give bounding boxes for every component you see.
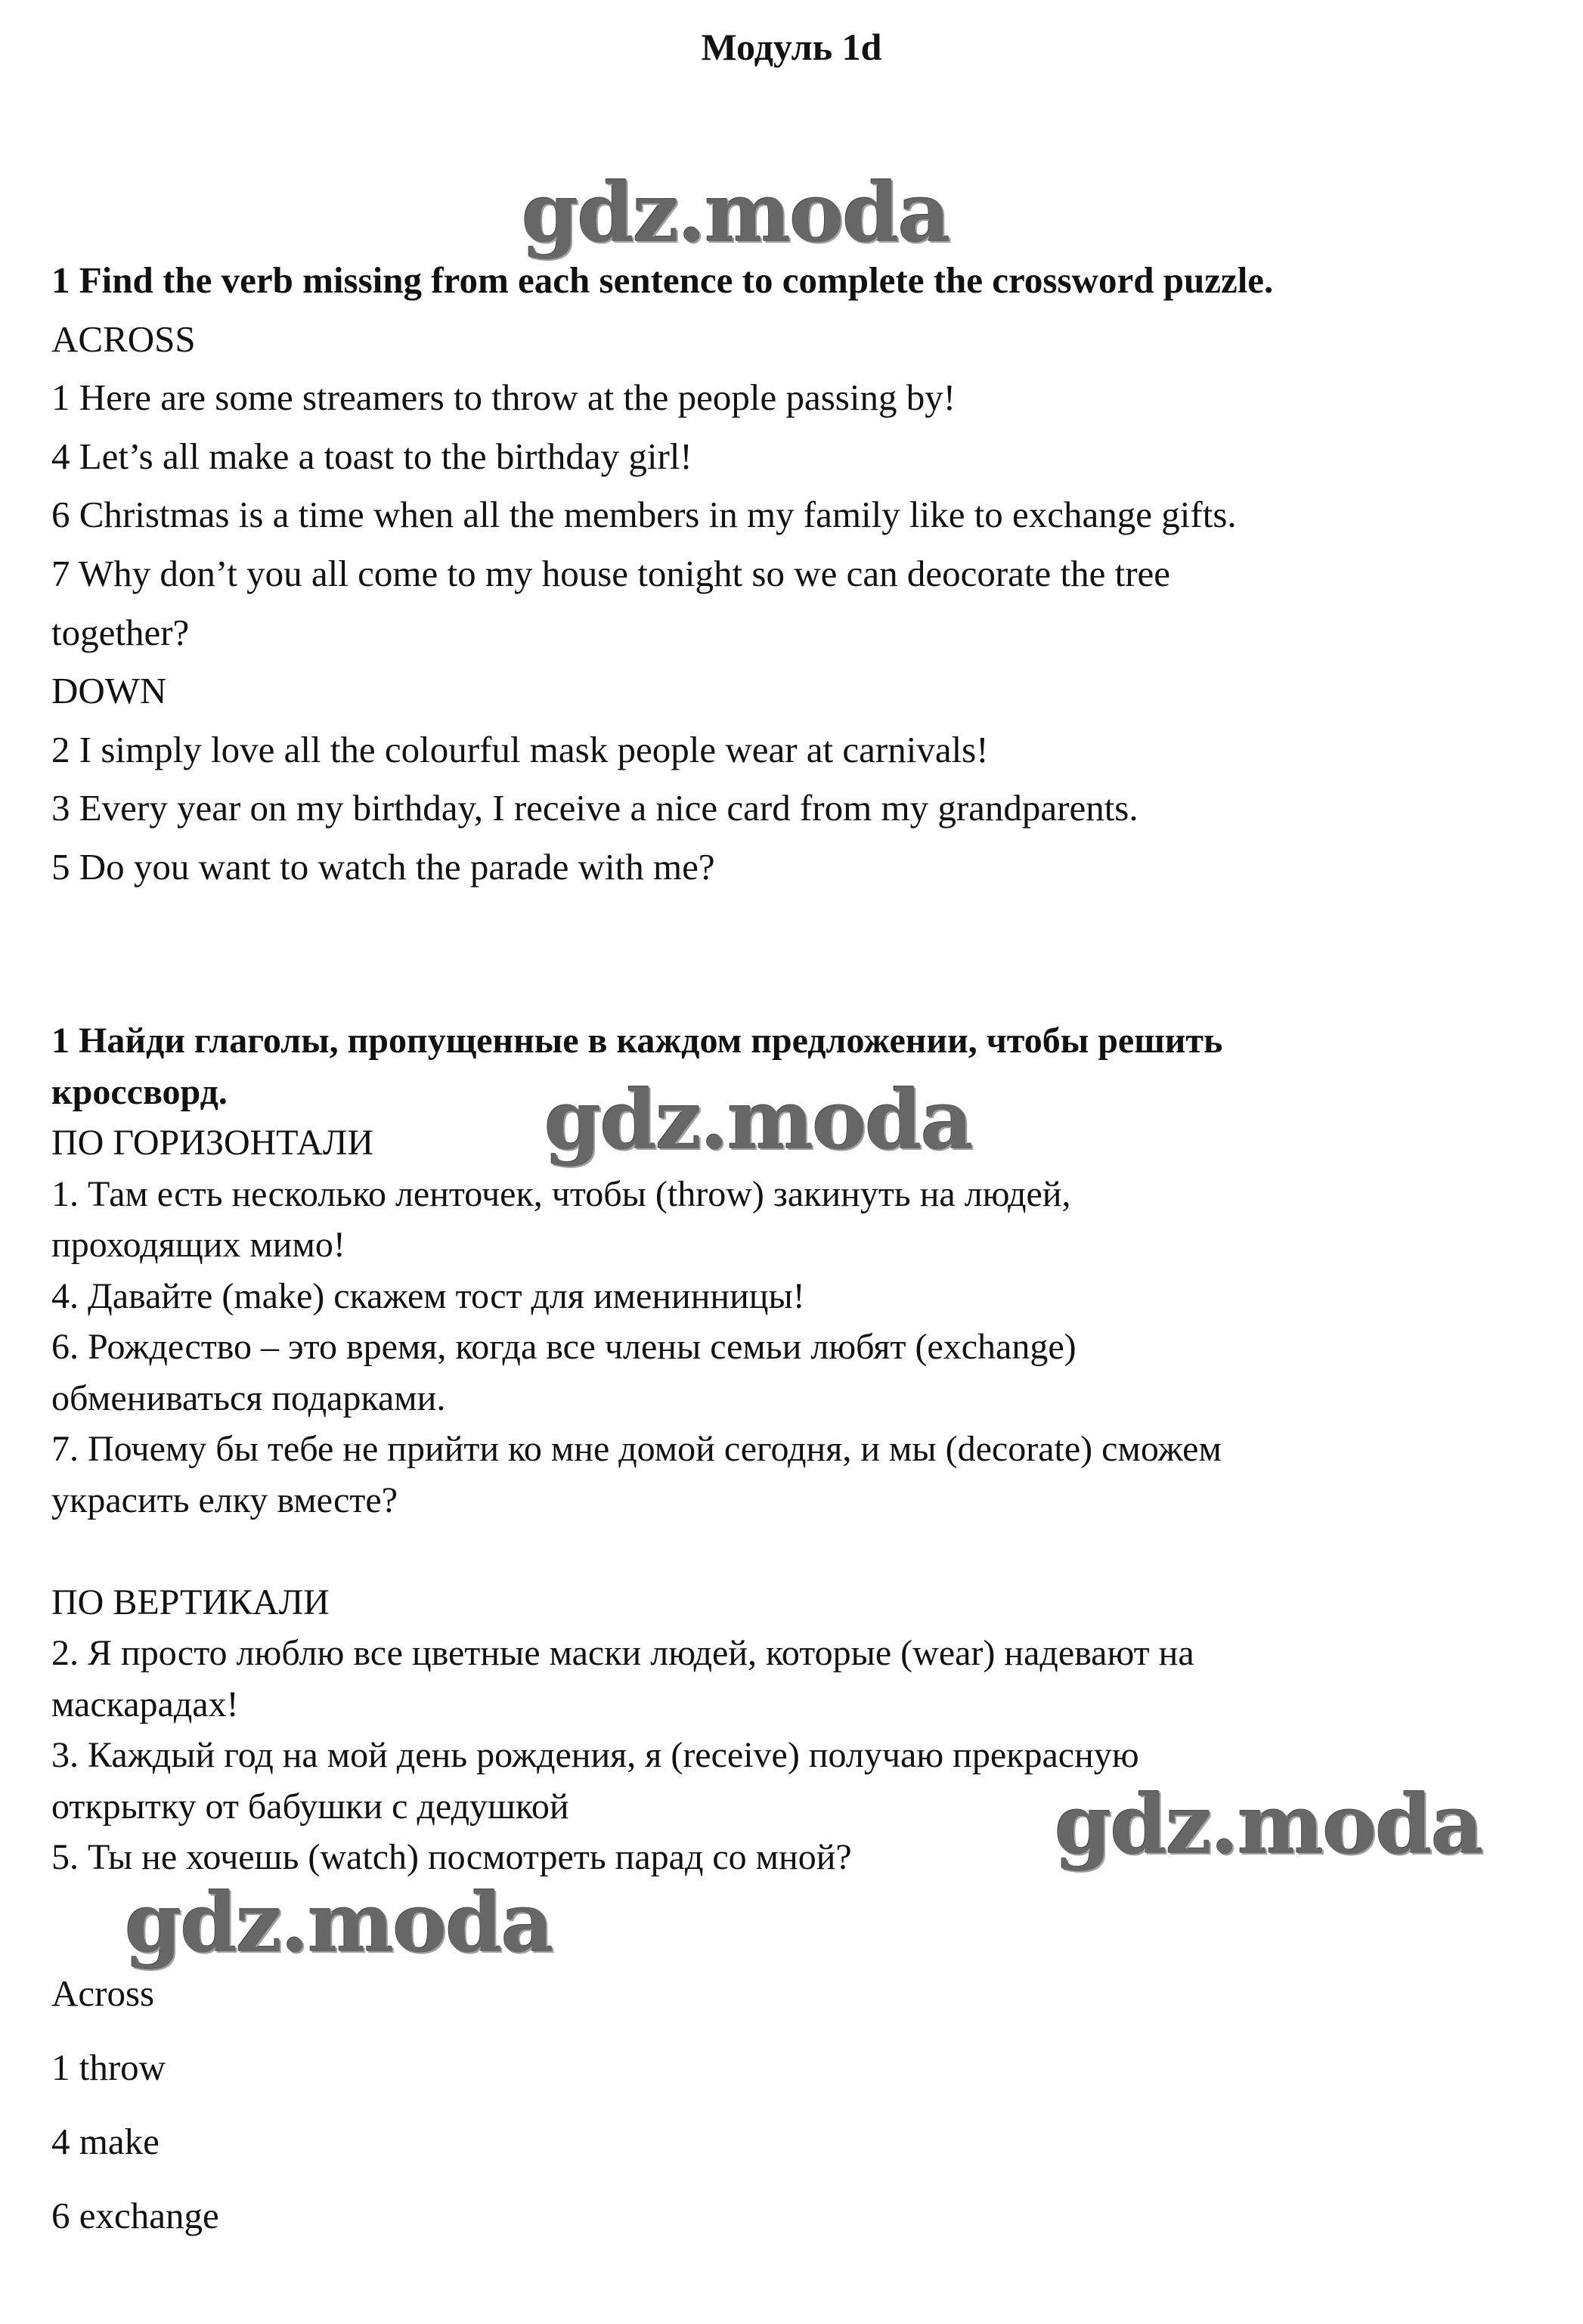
russian-across-item-continued: украсить елку вместе? (51, 1480, 398, 1520)
answer-item: 1 throw (51, 2047, 166, 2088)
blank-line (51, 1526, 1533, 1577)
english-across-item: 6 Christmas is a time when all the members in my family like to exchange gifts. (51, 494, 1237, 536)
russian-heading-line: кроссворд. (51, 1071, 228, 1112)
russian-down-item-continued: маскарадах! (51, 1684, 239, 1724)
english-down-item: 2 I simply love all the colourful mask people wear at carnivals! (51, 728, 989, 770)
russian-down-item: 5. Ты не хочешь (watch) посмотреть парад со мной? (51, 1837, 852, 1877)
english-down-item: 5 Do you want to watch the parade with me? (51, 845, 715, 888)
russian-down-item: 2. Я просто люблю все цветные маски людей, которые (wear) надевают на (51, 1633, 1194, 1673)
russian-down-item-continued: открытку от бабушки с дедушкой (51, 1786, 569, 1827)
russian-down-label: ПО ВЕРТИКАЛИ (51, 1582, 330, 1622)
english-exercise (51, 251, 1533, 897)
russian-across-item-continued: проходящих мимо! (51, 1225, 345, 1265)
answer-item: 4 make (51, 2121, 160, 2162)
russian-heading-line: 1 Найди глаголы, пропущенные в каждом предложении, чтобы решить (51, 1021, 1223, 1061)
answers (51, 1957, 1533, 2253)
russian-across-item: 7. Почему бы тебе не прийти ко мне домой сегодня, и мы (decorate) сможем (51, 1429, 1222, 1469)
answer-item: 6 exchange (51, 2195, 219, 2236)
russian-across-item: 4. Давайте (make) скажем тост для именинницы! (51, 1275, 805, 1316)
english-across-item: 7 Why don’t you all come to my house tonight so we can deocorate the tree (51, 552, 1171, 594)
english-heading: 1 Find the verb missing from each sentence to complete the crossword puzzle. (51, 259, 1274, 301)
page-title: Модуль 1d (701, 26, 882, 68)
english-across-item: 1 Here are some streamers to throw at the people passing by! (51, 376, 956, 419)
watermark: gdz.moda (522, 166, 949, 261)
watermark: gdz.moda (125, 1876, 553, 1971)
english-down-item: 3 Every year on my birthday, I receive a nice card from my grandparents. (51, 787, 1138, 829)
english-down-label: DOWN (51, 670, 167, 712)
russian-across-item: 1. Там есть несколько ленточек, чтобы (throw) закинуть на людей, (51, 1173, 1071, 1214)
russian-across-item-continued: обмениваться подарками. (51, 1377, 446, 1418)
english-across-label: ACROSS (51, 318, 196, 360)
watermark: gdz.moda (544, 1073, 972, 1168)
english-across-item-continued: together? (51, 611, 190, 653)
answers-label: Across (51, 1972, 155, 2014)
english-across-item: 4 Let’s all make a toast to the birthday girl! (51, 435, 692, 477)
watermark: gdz.moda (1055, 1777, 1482, 1873)
russian-across-label: ПО ГОРИЗОНТАЛИ (51, 1123, 374, 1163)
russian-down-item: 3. Каждый год на мой день рождения, я (receive) получаю прекрасную (51, 1735, 1139, 1775)
russian-across-item: 6. Рождество – это время, когда все члены семьи любят (exchange) (51, 1327, 1077, 1367)
